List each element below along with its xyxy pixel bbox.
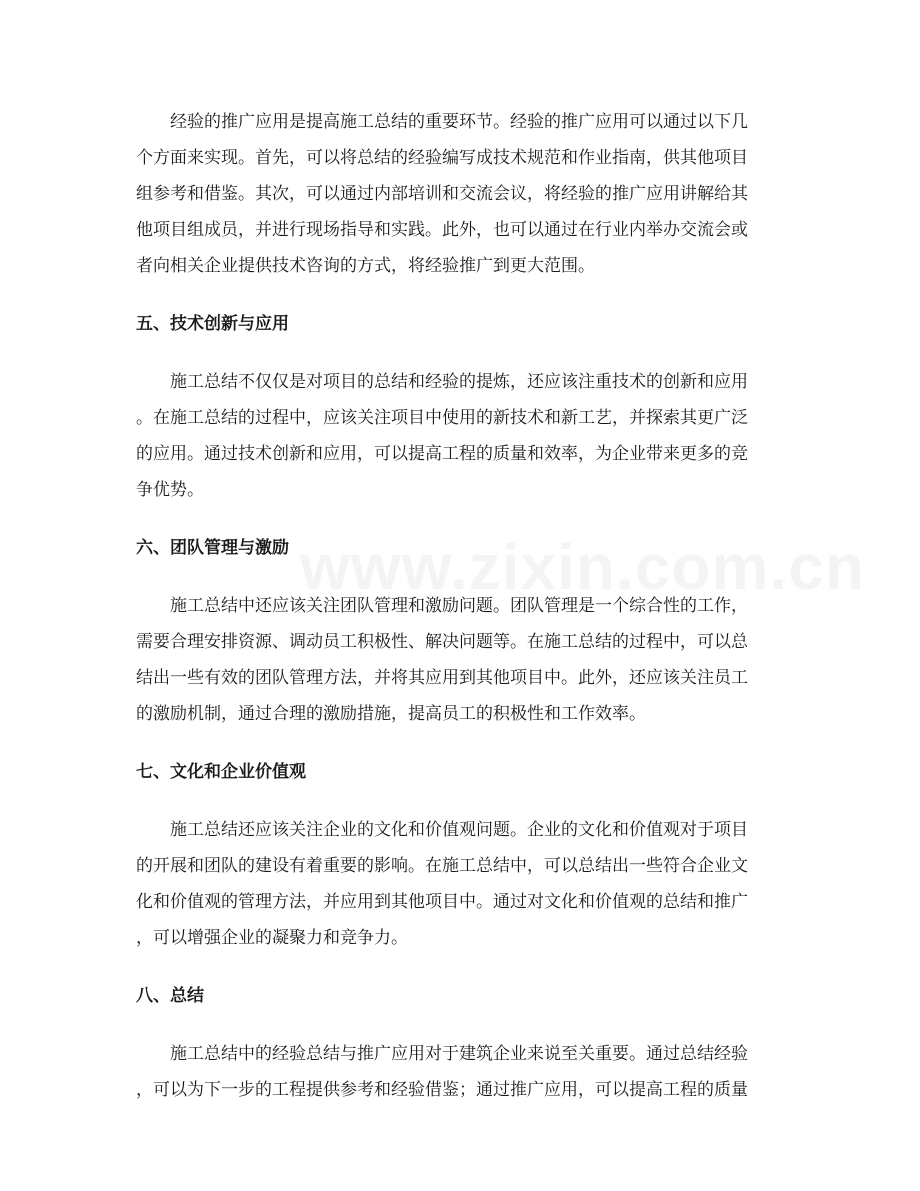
paragraph-line: ，可以为下一步的工程提供参考和经验借鉴；通过推广应用，可以提高工程的质量 xyxy=(136,1080,748,1100)
paragraph-line: 施工总结还应该关注企业的文化和价值观问题。企业的文化和价值观对于项目 xyxy=(170,820,748,840)
paragraph-line: 施工总结中还应该关注团队管理和激励问题。团队管理是一个综合性的工作， xyxy=(170,596,748,616)
paragraph-line: 的激励机制，通过合理的激励措施，提高员工的积极性和工作效率。 xyxy=(136,704,646,724)
section-heading-tech-innovation: 五、技术创新与应用 xyxy=(136,314,289,334)
paragraph-line: 者向相关企业提供技术咨询的方式，将经验推广到更大范围。 xyxy=(136,256,595,276)
paragraph-line: 。在施工总结的过程中，应该关注项目中使用的新技术和新工艺，并探索其更广泛 xyxy=(136,408,748,428)
section-paragraph-summary xyxy=(136,1036,784,1108)
paragraph-line: 化和价值观的管理方法，并应用到其他项目中。通过对文化和价值观的总结和推广 xyxy=(136,892,748,912)
document-body xyxy=(136,104,784,1108)
paragraph-line: 的应用。通过技术创新和应用，可以提高工程的质量和效率，为企业带来更多的竞 xyxy=(136,444,748,464)
paragraph-line: 争优势。 xyxy=(136,480,204,500)
paragraph-line: 需要合理安排资源、调动员工积极性、解决问题等。在施工总结的过程中，可以总 xyxy=(136,632,748,652)
paragraph-line: 施工总结中的经验总结与推广应用对于建筑企业来说至关重要。通过总结经验 xyxy=(170,1044,748,1064)
paragraph-line: 他项目组成员，并进行现场指导和实践。此外，也可以通过在行业内举办交流会或 xyxy=(136,220,748,240)
paragraph-line: ，可以增强企业的凝聚力和竞争力。 xyxy=(136,928,408,948)
section-paragraph-culture-values xyxy=(136,812,784,956)
section-paragraph-team-management xyxy=(136,588,784,732)
section-heading-summary: 八、总结 xyxy=(136,986,204,1006)
section-paragraph-tech-innovation xyxy=(136,364,784,508)
paragraph-line: 结出一些有效的团队管理方法，并将其应用到其他项目中。此外，还应该关注员工 xyxy=(136,668,748,688)
intro-paragraph xyxy=(136,104,784,284)
paragraph-line: 个方面来实现。首先，可以将总结的经验编写成技术规范和作业指南，供其他项目 xyxy=(136,148,748,168)
section-heading-team-management: 六、团队管理与激励 xyxy=(136,538,289,558)
paragraph-line: 施工总结不仅仅是对项目的总结和经验的提炼，还应该注重技术的创新和应用 xyxy=(170,372,748,392)
section-heading-culture-values: 七、文化和企业价值观 xyxy=(136,762,306,782)
paragraph-line: 经验的推广应用是提高施工总结的重要环节。经验的推广应用可以通过以下几 xyxy=(170,112,748,132)
paragraph-line: 组参考和借鉴。其次，可以通过内部培训和交流会议，将经验的推广应用讲解给其 xyxy=(136,184,748,204)
paragraph-line: 的开展和团队的建设有着重要的影响。在施工总结中，可以总结出一些符合企业文 xyxy=(136,856,748,876)
